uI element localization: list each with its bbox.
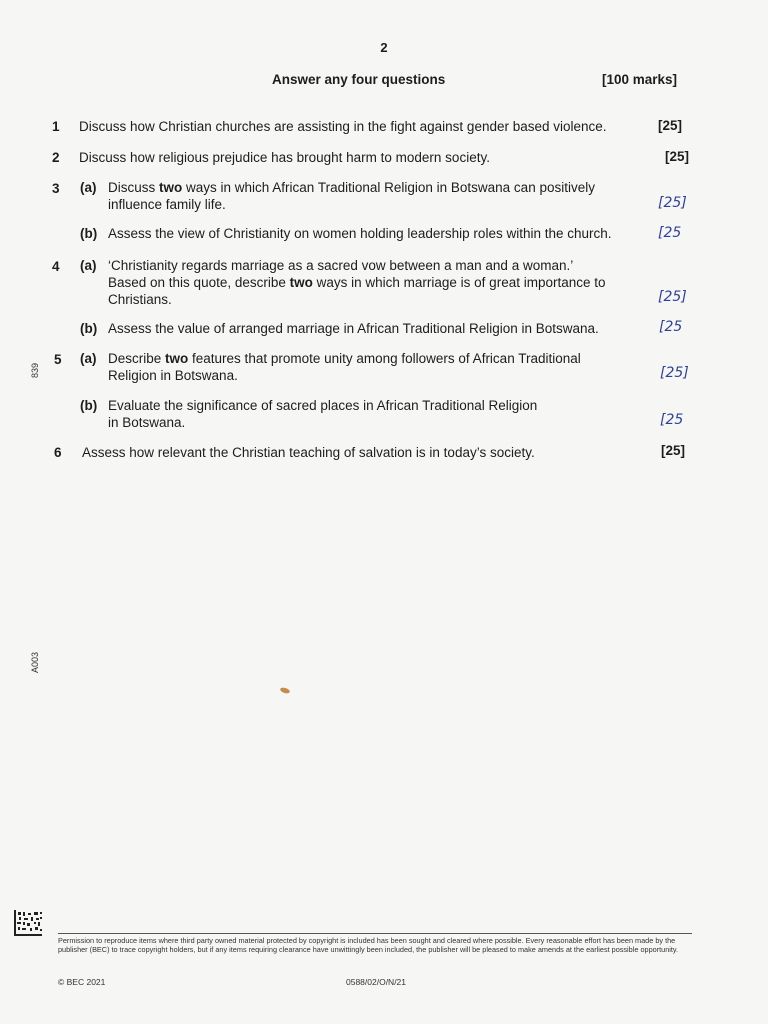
handwritten-marks: [25] (658, 289, 687, 305)
ink-stain (279, 687, 290, 695)
part-label: (b) (80, 398, 98, 413)
part-label: (b) (80, 226, 98, 241)
question-text: Assess the value of arranged marriage in African Traditional Religion in Botswana. (108, 321, 599, 336)
question-marks: [25] (665, 149, 690, 164)
handwritten-marks: [25 (659, 319, 683, 335)
question-text: ‘Christianity regards marriage as a sacred vow between a man and a woman.’ (108, 258, 574, 273)
handwritten-marks: [25 (658, 225, 682, 241)
question-marks: [25] (661, 443, 686, 458)
part-label: (b) (80, 321, 98, 336)
margin-code: A003 (30, 651, 40, 673)
question-text: Christians. (108, 292, 172, 307)
question-text: Discuss two ways in which African Traditional Religion in Botswana can positively (108, 180, 595, 195)
copyright: © BEC 2021 (58, 977, 106, 987)
paper-code: 0588/02/O/N/21 (346, 977, 407, 987)
question-text: Based on this quote, describe two ways in which marriage is of great importance to (108, 275, 606, 290)
page-number: 2 (380, 40, 388, 55)
copyright-permission-note: Permission to reproduce items where third party owned material protected by copyright is included has been sought and cleared where possible. Every reasonable effort has been made by the publisher (BEC) to trace copyright holders, but if any items requiring clearance have unwittingly been included, the publisher will be pleased to make amends at the earliest possible opportunity. (58, 936, 679, 954)
question-text: Evaluate the significance of sacred places in African Traditional Religion (108, 398, 538, 413)
margin-code: 839 (30, 362, 40, 378)
question-text: Religion in Botswana. (108, 368, 238, 383)
part-label: (a) (80, 258, 97, 273)
question-text: Describe two features that promote unity among followers of African Traditional (108, 351, 581, 366)
question-marks: [25] (658, 118, 683, 133)
part-label: (a) (80, 351, 97, 366)
footer-divider (58, 933, 692, 934)
question-text: Assess how relevant the Christian teaching of salvation is in today’s society. (82, 445, 535, 460)
question-number: 6 (54, 445, 62, 460)
handwritten-marks: [25 (660, 412, 684, 428)
part-label: (a) (80, 180, 97, 195)
barcode-icon (14, 910, 42, 936)
question-text: Discuss how Christian churches are assisting in the fight against gender based violence. (79, 119, 607, 134)
question-number: 5 (54, 352, 62, 367)
question-text: Assess the view of Christianity on women holding leadership roles within the church. (108, 226, 612, 241)
question-number: 4 (52, 259, 60, 274)
handwritten-marks: [25] (658, 195, 687, 211)
question-text: in Botswana. (108, 415, 186, 430)
question-number: 2 (52, 150, 60, 165)
instruction-heading: Answer any four questions (272, 72, 446, 87)
question-number: 1 (52, 119, 60, 134)
handwritten-marks: [25] (660, 365, 689, 381)
question-text: influence family life. (108, 197, 226, 212)
total-marks: [100 marks] (602, 72, 678, 87)
question-text: Discuss how religious prejudice has brought harm to modern society. (79, 150, 490, 165)
question-number: 3 (52, 181, 60, 196)
